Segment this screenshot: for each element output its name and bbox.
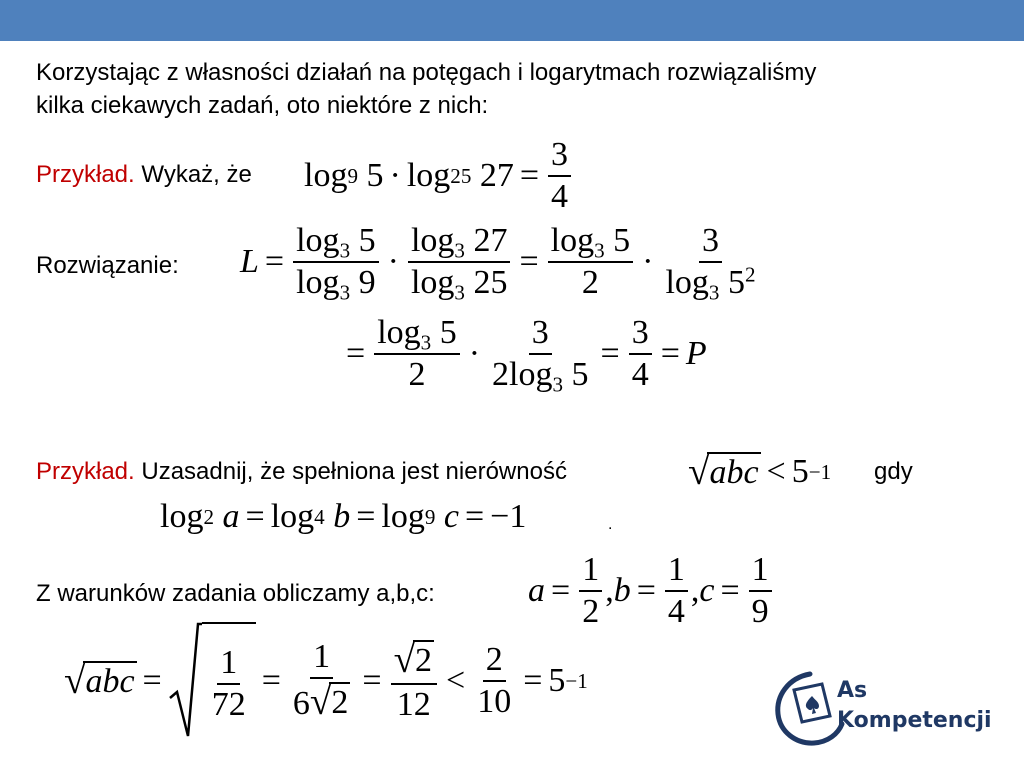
intro-line-1: Korzystając z własności działań na potęgach i logarytmach rozwiązaliśmy [36, 59, 817, 86]
example-2-heading [36, 455, 567, 489]
condition-formula: log 2 a = log 4 b = log 9 c = −1 [160, 498, 527, 535]
intro-line-2: kilka ciekawych zadań, oto niektóre z nich: [36, 92, 489, 119]
example-prompt: Wykaż, że [141, 161, 252, 188]
example-label: Przykład. [36, 161, 135, 188]
inequality-formula: √ abc < 5 −1 [688, 450, 832, 493]
example-1-formula: log 9 5 · log 25 27 = $\frac{3}{4}$ [304, 138, 574, 214]
given-label: Z warunków zadania obliczamy a,b,c: [36, 580, 435, 607]
example-label: Przykład. [36, 458, 135, 485]
condition-period: . [608, 516, 613, 533]
condition-word: gdy [874, 458, 913, 485]
abc-values-formula: a = $\frac{1}{2}$ , b = $\frac{1}{4}$ , c = $\frac{1}{9}$ [528, 553, 775, 629]
top-banner [0, 0, 1024, 41]
logo-line-1: As [837, 678, 868, 703]
solution-line-2: = $\frac{\log_3 5}{2}$ · $\frac{3}{2\log_3 5}$ = $\frac{3}{4}$ = P [346, 314, 707, 397]
example-1-heading [36, 158, 252, 192]
final-computation-formula: √ abc = $\frac{1}{72}$ = 1 6 √ 2 = √ 2 12 < $\frac{2}{10}$ = 5 −1 [64, 622, 588, 740]
example-prompt: Uzasadnij, że spełniona jest nierówność [141, 458, 567, 485]
logo-line-2: Kompetencji [837, 708, 992, 733]
solution-label: Rozwiązanie: [36, 252, 179, 279]
big-radical: $\frac{1}{72}$ [168, 622, 256, 740]
solution-line-1: L = $\frac{\log_3 5}{\log_3 9}$ · $\frac{\log_3 27}{\log_3 25}$ = $\frac{\log_3 5}{2}$ · $\frac{3}{\log_3 5^2}$ [240, 222, 756, 305]
